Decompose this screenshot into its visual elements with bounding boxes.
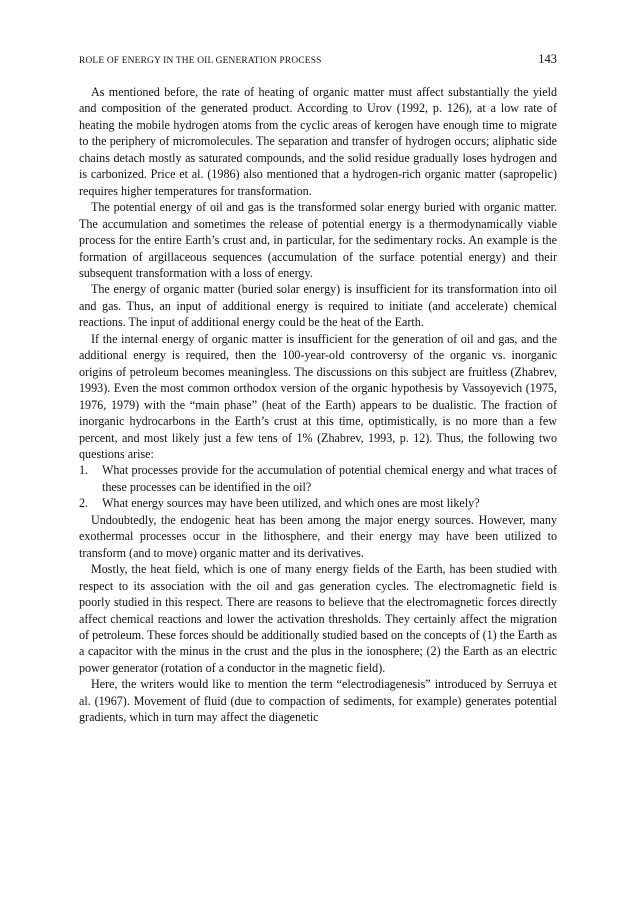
running-header (79, 52, 557, 74)
running-title: ROLE OF ENERGY IN THE OIL GENERATION PROCESS (79, 56, 322, 66)
question-list (79, 462, 557, 511)
question-number: 1. (79, 463, 89, 478)
question-number: 2. (79, 496, 89, 511)
paragraph-potential-energy: The potential energy of oil and gas is the transformed solar energy buried with organic matter. The accumulation and sometimes the release of potential energy is a thermodynamically viable process for the entire Earth’s crust and, in particular, for the sedimentary rocks. An example is the formation of argillaceous sequences (accumulation of the surface potential energy) and their subsequent transformation with a loss of energy. (79, 200, 557, 280)
question-text: What energy sources may have been utilized, and which ones are most likely? (102, 496, 480, 511)
paragraph-electrodiagenesis: Here, the writers would like to mention the term “electrodiagenesis” introduced by Serruya et al. (1967). Movement of fluid (due to compaction of sediments, for example) generates potential gradients, which in turn may affect the diagenetic (79, 677, 557, 725)
body-text (79, 84, 557, 726)
question-item (79, 462, 557, 495)
book-page (79, 52, 557, 726)
paragraph-internal-energy: If the internal energy of organic matter is insufficient for the generation of oil and gas, and the additional energy is required, then the 100-year-old controversy of the organic vs. inorganic origins of petroleum becomes meaningless. The discussions on this subject are fruitless (Zhabrev, 1993). Even the most common orthodox version of the organic hypothesis by Vassoyevich (1975, 1976, 1979) with the “main phase” (heat of the Earth) appears to be dualistic. The fraction of inorganic hydrocarbons in the Earth’s crust at this time, optimistically, is no more than a few percent, and most likely just a few tens of 1% (Zhabrev, 1993, p. 12). Thus, the following two questions arise: (79, 331, 557, 461)
paragraph-organic-energy: The energy of organic matter (buried solar energy) is insufficient for its transformation into oil and gas. Thus, an input of additional energy is required to initiate (and accelerate) chemical reactions. The input of additional energy could be the heat of the Earth. (79, 282, 557, 330)
paragraph-heating-rate: As mentioned before, the rate of heating of organic matter must affect substantially the yield and composition of the generated product. According to Urov (1992, p. 126), at a low rate of heating the mobile hydrogen atoms from the cyclic areas of kerogen have enough time to migrate to the periphery of micromolecules. The separation and transfer of hydrogen occurs; aliphatic side chains detach mostly as saturated compounds, and the solid residue gradually loses hydrogen and is carbonized. Price et al. (1986) also mentioned that a hydrogen-rich organic matter (sapropelic) requires higher temperatures for transformation. (79, 85, 557, 198)
page-number: 143 (538, 52, 557, 66)
paragraph-endogenic-heat: Undoubtedly, the endogenic heat has been among the major energy sources. However, many exothermal processes occur in the lithosphere, and their energy may have been utilized to transform (and to move) organic matter and its derivatives. (79, 512, 557, 560)
question-text: What processes provide for the accumulation of potential chemical energy and what traces of these processes can be identified in the oil? (102, 463, 557, 494)
question-item (79, 495, 557, 511)
paragraph-energy-fields: Mostly, the heat field, which is one of many energy fields of the Earth, has been studied with respect to its association with the oil and gas generation cycles. The electromagnetic field is poorly studied in this respect. There are reasons to believe that the electromagnetic forces directly affect chemical reactions and lower the activation thresholds. They certainly affect the migration of petroleum. These forces should be additionally studied based on the concepts of (1) the Earth as a capacitor with the minus in the crust and the plus in the ionosphere; (2) the Earth as an electric power generator (rotation of a conductor in the magnetic field). (79, 562, 557, 675)
